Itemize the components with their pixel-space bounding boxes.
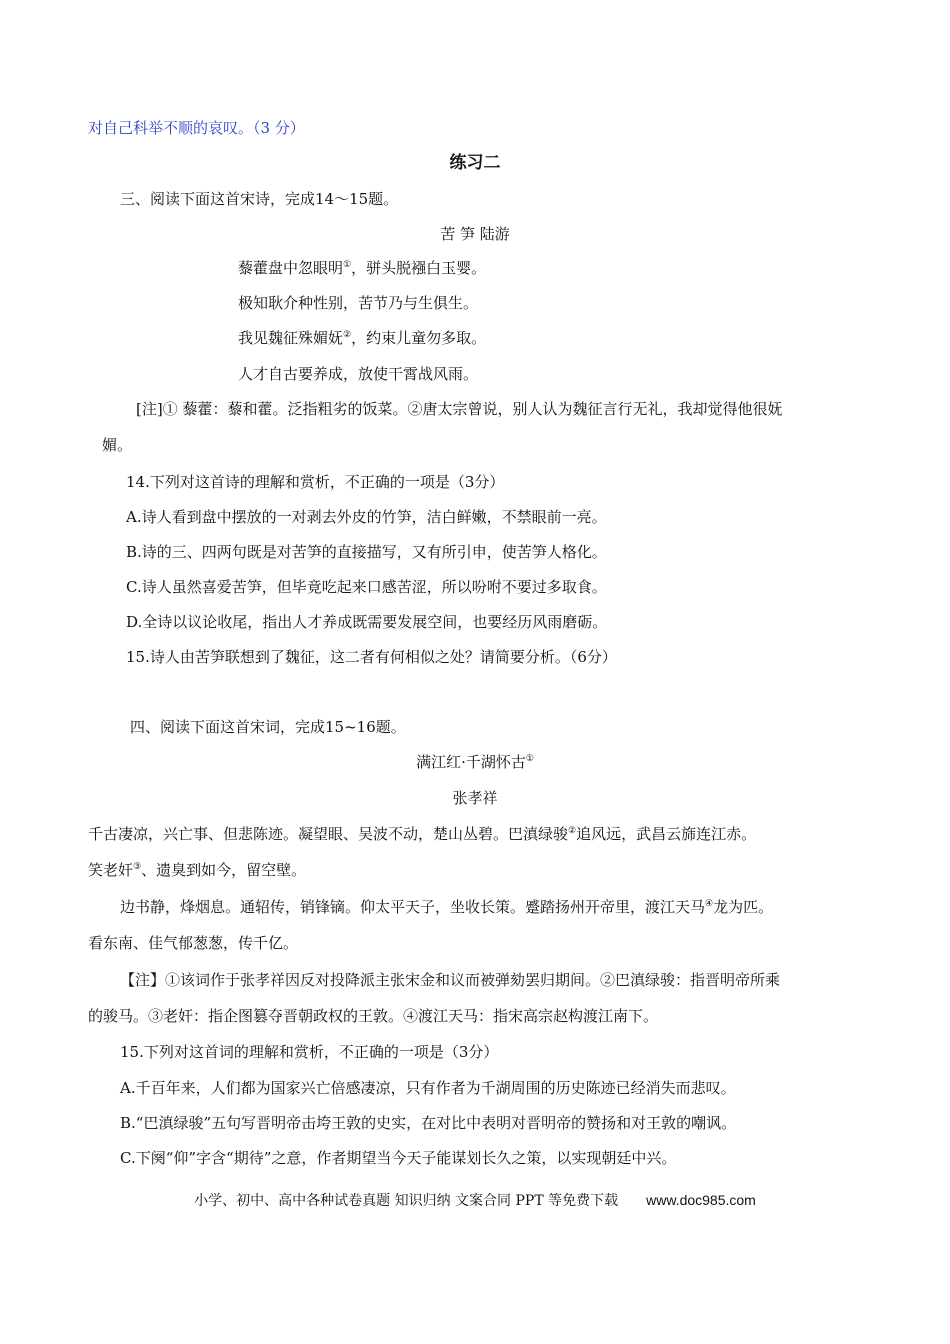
footnote-marker: ② xyxy=(568,826,577,836)
footer-link[interactable]: www.doc985.com xyxy=(646,1192,756,1208)
footnote-marker: ② xyxy=(343,330,352,340)
section-title: 练习二 xyxy=(449,153,501,173)
ci-line: 看东南、佳气郁葱葱，传千亿。 xyxy=(88,934,299,952)
q14-option-b: B.诗的三、四两句既是对苦笋的直接描写，又有所引申，使苦笋人格化。 xyxy=(126,543,607,561)
footer-text: 小学、初中、高中各种试卷真题 知识归纳 文案合同 PPT 等免费下载 xyxy=(194,1193,619,1209)
poem-line: 藜藿盘中忽眼明①，骈头脱襁白玉婴。 xyxy=(238,259,487,277)
poem-note-cont: 媚。 xyxy=(102,436,133,454)
part3-instruction: 三、阅读下面这首宋诗，完成14～15题。 xyxy=(120,190,399,208)
ci-author: 张孝祥 xyxy=(452,789,498,807)
question-15-poem: 15.诗人由苦笋联想到了魏征，这二者有何相似之处？请简要分析。（6分） xyxy=(126,648,617,666)
ci-line: 边书静，烽烟息。通轺传，销锋镝。仰太平天子，坐收长策。蹙踏扬州开帝里，渡江天马④龙为匹。 xyxy=(120,898,774,916)
ci-note-cont: 的骏马。③老奸：指企图篡夺晋朝政权的王敦。④渡江天马：指宋高宗赵构渡江南下。 xyxy=(88,1007,659,1025)
q14-option-a: A.诗人看到盘中摆放的一对剥去外皮的竹笋，洁白鲜嫩，不禁眼前一亮。 xyxy=(126,508,607,526)
q15-option-c: C.下阕“仰”字含“期待”之意，作者期望当今天子能谋划长久之策，以实现朝廷中兴。 xyxy=(120,1149,677,1167)
ci-title: 满江红·千湖怀古① xyxy=(416,753,534,771)
poem-line: 人才自古要养成，放使干霄战风雨。 xyxy=(238,365,479,383)
question-14: 14.下列对这首诗的理解和赏析，不正确的一项是（3分） xyxy=(126,473,505,491)
q15-option-b: B.“巴滇绿骏”五句写晋明帝击垮王敦的史实，在对比中表明对晋明帝的赞扬和对王敦的嘲讽。 xyxy=(120,1114,737,1132)
question-15-ci: 15.下列对这首词的理解和赏析，不正确的一项是（3分） xyxy=(120,1043,499,1061)
prev-answer-tail: 对自己科举不顺的哀叹。（3 分） xyxy=(88,119,305,137)
poem-line: 我见魏征殊媚妩②，约束儿童勿多取。 xyxy=(238,329,487,347)
q15-option-a: A.千百年来，人们都为国家兴亡倍感凄凉，只有作者为千湖周围的历史陈迹已经消失而悲叹。 xyxy=(120,1079,736,1097)
footnote-marker: ③ xyxy=(133,862,142,872)
ci-line: 千古凄凉，兴亡事、但悲陈迹。凝望眼、吴波不动，楚山丛碧。巴滇绿骏②追风远，武昌云旆连江赤。 xyxy=(88,825,757,843)
poem-note: [注]① 藜藿：藜和藿。泛指粗劣的饭菜。②唐太宗曾说，别人认为魏征言行无礼，我却觉得他很妩 xyxy=(136,400,783,418)
q14-option-d: D.全诗以议论收尾，指出人才养成既需要发展空间，也要经历风雨磨砺。 xyxy=(126,613,608,631)
q14-option-c: C.诗人虽然喜爱苦笋，但毕竟吃起来口感苦涩，所以吩咐不要过多取食。 xyxy=(126,578,607,596)
poem-line: 极知耿介种性别，苦节乃与生俱生。 xyxy=(238,294,479,312)
ci-line: 笑老奸③、遗臭到如今，留空壁。 xyxy=(88,861,307,879)
footnote-marker: ① xyxy=(343,260,352,270)
poem-title: 苦 笋 陆游 xyxy=(440,225,510,243)
footnote-marker: ① xyxy=(525,754,534,764)
footer xyxy=(0,1190,950,1210)
part4-instruction: 四、阅读下面这首宋词，完成15~16题。 xyxy=(130,718,406,736)
footnote-marker: ④ xyxy=(705,899,714,909)
ci-note: 【注】①该词作于张孝祥因反对投降派主张宋金和议而被弹劾罢归期间。②巴滇绿骏：指晋明帝所乘 xyxy=(120,971,781,989)
